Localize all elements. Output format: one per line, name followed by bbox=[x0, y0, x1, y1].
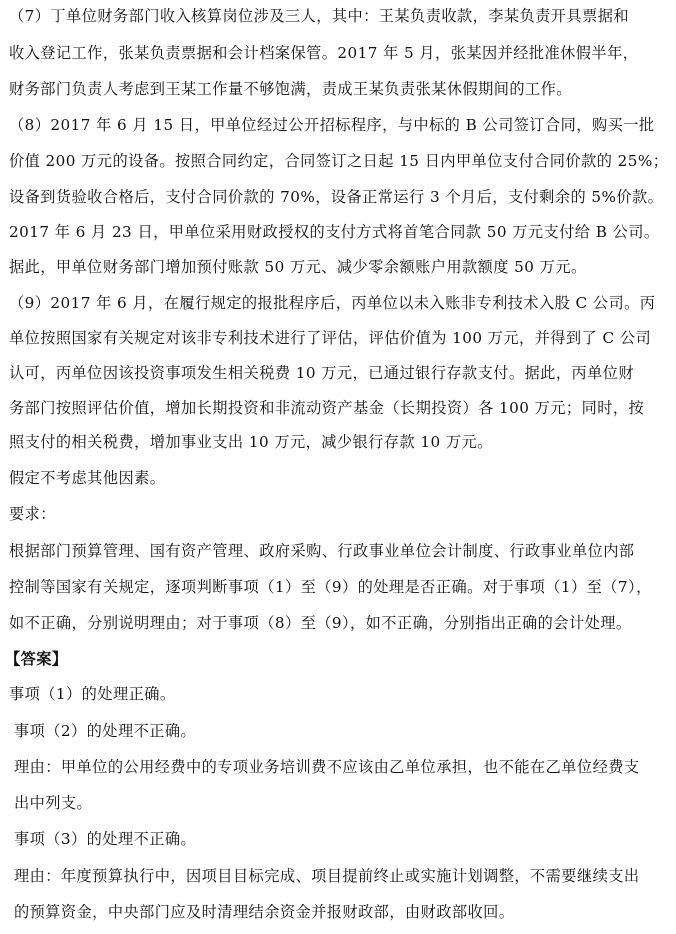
item9-line-1: （9）2017 年 6 月，在履行规定的报批程序后，丙单位以未入账非专利技术入股 C 公司。丙 bbox=[9, 294, 656, 312]
item8-line-2: 价值 200 万元的设备。按照合同约定，合同签订之日起 15 日内甲单位支付合同价款的 25%； bbox=[9, 152, 669, 170]
answer-item-1: 事项（1）的处理正确。 bbox=[9, 685, 176, 703]
item7-line-3: 财务部门负责人考虑到王某工作量不够饱满，责成王某负责张某休假期间的工作。 bbox=[9, 80, 572, 98]
item8-line-5: 据此，甲单位财务部门增加预付账款 50 万元、减少零余额账户用款额度 50 万元。 bbox=[9, 258, 587, 276]
item9-line-2: 单位按照国家有关规定对该非专利技术进行了评估，评估价值为 100 万元，并得到了 C 公司 bbox=[9, 329, 652, 347]
item8-line-4: 2017 年 6 月 23 日，甲单位采用财政授权的支付方式将首笔合同款 50 万元支付给 B 公司。 bbox=[9, 223, 660, 241]
requirement-line-1: 根据部门预算管理、国有资产管理、政府采购、行政事业单位会计制度、行政事业单位内部 bbox=[9, 542, 635, 560]
answer-heading: 【答案】 bbox=[5, 650, 68, 668]
answer-item-3: 事项（3）的处理不正确。 bbox=[14, 830, 197, 848]
item9-line-4: 务部门按照评估价值，增加长期投资和非流动资产基金（长期投资）各 100 万元；同时，按 bbox=[9, 399, 645, 417]
answer-item-3-reason-line-2: 的预算资金，中央部门应及时清理结余资金并报财政部，由财政部收回。 bbox=[14, 903, 515, 921]
requirement-line-2: 控制等国家有关规定，逐项判断事项（1）至（9）的处理是否正确。对于事项（1）至（7）， bbox=[9, 578, 652, 596]
item7-line-1: （7）丁单位财务部门收入核算岗位涉及三人，其中：王某负责收款，李某负责开具票据和 bbox=[9, 7, 629, 25]
item7-line-2: 收入登记工作，张某负责票据和会计档案保管。2017 年 5 月，张某因并经批准休假半年， bbox=[9, 44, 639, 62]
answer-item-3-reason-line-1: 理由：年度预算执行中，因项目目标完成、项目提前终止或实施计划调整，不需要继续支出 bbox=[14, 867, 640, 885]
item8-line-1: （8）2017 年 6 月 15 日，甲单位经过公开招标程序，与中标的 B 公司签订合同，购买一批 bbox=[9, 116, 655, 134]
requirement-line-3: 如不正确，分别说明理由；对于事项（8）至（9），如不正确，分别指出正确的会计处理。 bbox=[9, 614, 632, 632]
item8-line-3: 设备到货验收合格后，支付合同价款的 70%，设备正常运行 3 个月后，支付剩余的 5%价款。 bbox=[9, 188, 664, 206]
answer-item-2: 事项（2）的处理不正确。 bbox=[14, 722, 197, 740]
assumption-text: 假定不考虑其他因素。 bbox=[9, 469, 166, 487]
item9-line-3: 认可，丙单位因该投资事项发生相关税费 10 万元，已通过银行存款支付。据此，丙单位财 bbox=[9, 364, 635, 382]
answer-item-2-reason-line-2: 出中列支。 bbox=[14, 794, 93, 812]
requirement-label: 要求： bbox=[9, 505, 56, 523]
answer-item-2-reason-line-1: 理由：甲单位的公用经费中的专项业务培训费不应该由乙单位承担，也不能在乙单位经费支 bbox=[14, 758, 640, 776]
item9-line-5: 照支付的相关税费，增加事业支出 10 万元，减少银行存款 10 万元。 bbox=[9, 433, 493, 451]
